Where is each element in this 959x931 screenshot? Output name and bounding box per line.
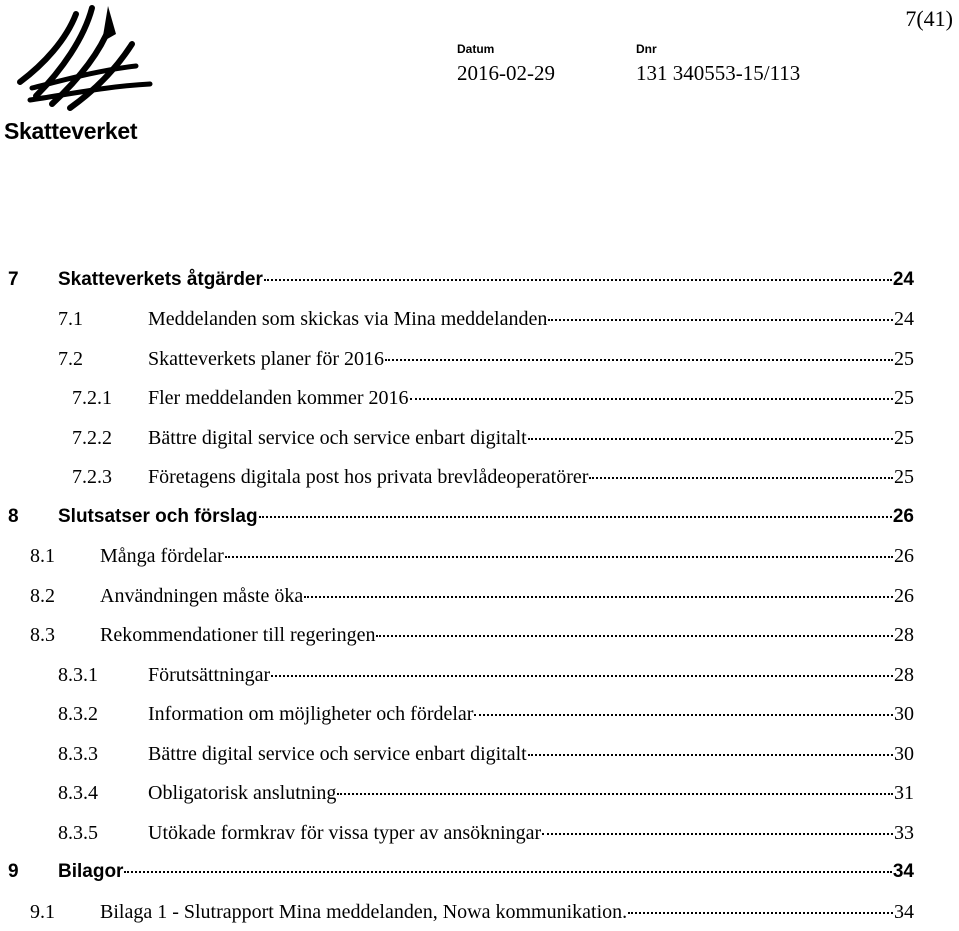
dnr-label: Dnr bbox=[636, 42, 657, 56]
toc-page: 33 bbox=[894, 821, 914, 844]
toc-number: 8 bbox=[8, 505, 19, 527]
toc-title: Skatteverkets planer för 2016 bbox=[148, 347, 385, 370]
toc-number: 8.2 bbox=[30, 584, 55, 607]
toc-title: Meddelanden som skickas via Mina meddelanden bbox=[148, 308, 548, 330]
toc-title: Förutsättningar bbox=[148, 663, 271, 686]
toc-title: Bilagor bbox=[58, 861, 124, 882]
toc-title: Bättre digital service och service enbart digitalt bbox=[148, 426, 527, 449]
toc-leader bbox=[264, 279, 892, 281]
toc-entry[interactable] bbox=[0, 773, 959, 813]
toc-entry[interactable] bbox=[0, 417, 959, 457]
toc-number: 8.3.5 bbox=[58, 821, 98, 844]
page-number: 7(41) bbox=[905, 6, 953, 31]
toc-entry[interactable] bbox=[0, 733, 959, 773]
toc-leader bbox=[542, 833, 893, 835]
toc-page: 26 bbox=[892, 505, 914, 527]
toc-number: 7.2 bbox=[58, 347, 83, 370]
toc-page: 25 bbox=[894, 426, 914, 449]
toc-title: Bilaga 1 - Slutrapport Mina meddelanden, Nowa kommunikation. bbox=[100, 900, 628, 923]
toc-page: 30 bbox=[894, 742, 914, 765]
toc-page: 26 bbox=[894, 584, 914, 607]
toc-number: 7.1 bbox=[58, 308, 83, 330]
toc-leader bbox=[474, 714, 893, 716]
toc-title: Slutsatser och förslag bbox=[58, 505, 258, 527]
toc-entry[interactable] bbox=[0, 536, 959, 576]
toc-number: 9.1 bbox=[30, 900, 55, 923]
toc-entry[interactable] bbox=[0, 891, 959, 931]
date-label: Datum bbox=[457, 42, 495, 56]
toc-leader bbox=[259, 516, 892, 518]
toc-page: 24 bbox=[892, 268, 914, 290]
toc-leader bbox=[304, 596, 893, 598]
toc-leader bbox=[528, 438, 893, 440]
toc-page: 34 bbox=[894, 900, 914, 923]
toc-number: 8.3.2 bbox=[58, 703, 98, 725]
toc-number: 9 bbox=[8, 861, 19, 882]
toc-title: Information om möjligheter och fördelar bbox=[148, 703, 474, 725]
toc-number: 8.3 bbox=[30, 624, 55, 646]
toc-entry[interactable] bbox=[0, 812, 959, 852]
toc-title: Rekommendationer till regeringen bbox=[100, 624, 376, 646]
toc-number: 7.2.3 bbox=[72, 466, 112, 488]
toc-leader bbox=[271, 675, 893, 677]
toc-number: 7 bbox=[8, 268, 19, 290]
toc-title: Obligatorisk anslutning bbox=[148, 782, 337, 804]
date-value: 2016-02-29 bbox=[457, 61, 555, 85]
dnr-value: 131 340553-15/113 bbox=[636, 61, 801, 85]
skatteverket-logo bbox=[4, 4, 164, 148]
toc-number: 8.3.1 bbox=[58, 663, 98, 686]
toc-page: 30 bbox=[894, 703, 914, 725]
toc-number: 8.3.4 bbox=[58, 782, 98, 804]
toc-leader bbox=[376, 635, 893, 637]
toc-leader bbox=[548, 319, 893, 321]
toc-entry[interactable] bbox=[0, 654, 959, 694]
toc-entry[interactable] bbox=[0, 259, 959, 299]
toc-leader bbox=[628, 912, 893, 914]
date-block bbox=[457, 42, 555, 86]
toc-title: Användningen måste öka bbox=[100, 584, 304, 607]
crown-emblem-icon bbox=[10, 4, 158, 114]
toc-title: Skatteverkets åtgärder bbox=[58, 268, 263, 290]
toc-page: 28 bbox=[894, 663, 914, 686]
toc-entry[interactable] bbox=[0, 496, 959, 536]
toc-page: 25 bbox=[894, 387, 914, 409]
toc-leader bbox=[337, 793, 893, 795]
toc-title: Bättre digital service och service enbart digitalt bbox=[148, 742, 527, 765]
toc-entry[interactable] bbox=[0, 457, 959, 497]
toc-page: 34 bbox=[892, 861, 914, 882]
toc-leader bbox=[124, 871, 891, 873]
toc-entry[interactable] bbox=[0, 575, 959, 615]
toc-number: 7.2.2 bbox=[72, 426, 112, 449]
toc-leader bbox=[528, 754, 893, 756]
toc-title: Fler meddelanden kommer 2016 bbox=[148, 387, 409, 409]
toc-title: Utökade formkrav för vissa typer av ansökningar bbox=[148, 821, 542, 844]
toc-entry[interactable] bbox=[0, 615, 959, 655]
toc-title: Många fördelar bbox=[100, 545, 224, 567]
toc-page: 26 bbox=[894, 545, 914, 567]
toc-leader bbox=[589, 477, 893, 479]
toc-entry[interactable] bbox=[0, 694, 959, 734]
logo-wordmark: Skatteverket bbox=[4, 118, 138, 144]
dnr-block bbox=[636, 42, 800, 86]
toc-page: 28 bbox=[894, 624, 914, 646]
toc-entry[interactable] bbox=[0, 338, 959, 378]
toc-number: 8.1 bbox=[30, 545, 55, 567]
toc-entry[interactable] bbox=[0, 852, 959, 892]
toc-number: 8.3.3 bbox=[58, 742, 98, 765]
table-of-contents bbox=[0, 259, 959, 931]
toc-leader bbox=[410, 398, 894, 400]
toc-page: 25 bbox=[894, 347, 914, 370]
toc-entry[interactable] bbox=[0, 378, 959, 418]
toc-leader bbox=[385, 359, 893, 361]
toc-page: 24 bbox=[894, 308, 914, 330]
toc-entry[interactable] bbox=[0, 299, 959, 339]
toc-leader bbox=[225, 556, 893, 558]
toc-page: 25 bbox=[894, 466, 914, 488]
toc-title: Företagens digitala post hos privata brevlådeoperatörer bbox=[148, 466, 589, 488]
toc-page: 31 bbox=[894, 782, 914, 804]
toc-number: 7.2.1 bbox=[72, 387, 112, 409]
